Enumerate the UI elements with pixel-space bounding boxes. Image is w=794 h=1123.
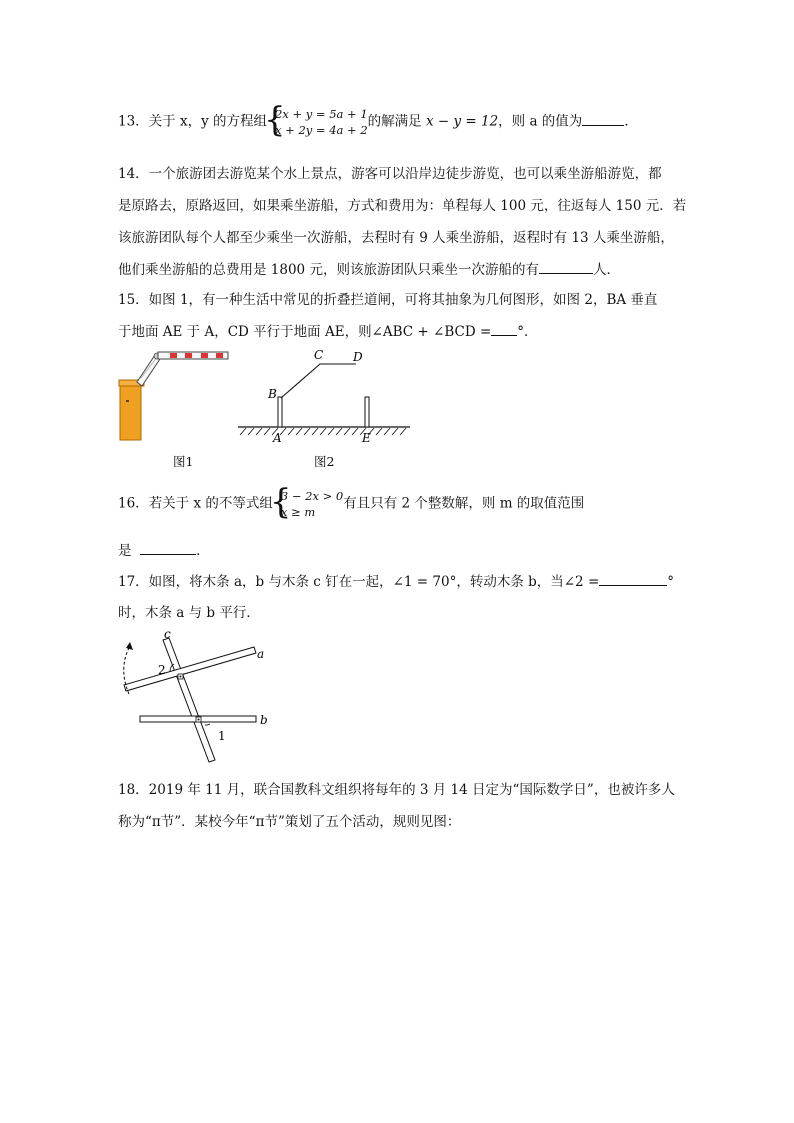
- q15-line-2-end: °．: [517, 324, 538, 340]
- q16-inequality-system: [273, 488, 343, 520]
- q18-line-2: 称为“π节”．某校今年“π节”策划了五个活动，规则见图：: [118, 814, 461, 830]
- q17-label-b: b: [260, 713, 268, 727]
- q16-pre: 若关于 x 的不等式组: [148, 495, 273, 512]
- q13-eq2: x + 2y = 4a + 2: [275, 123, 368, 137]
- q13-mid: 的解满足: [367, 113, 422, 130]
- q13-number: 13．: [118, 113, 149, 130]
- q14-line-4: [118, 258, 620, 278]
- q17-line-2: 时，木条 a 与 b 平行．: [118, 605, 260, 621]
- q16-ineq1: 3 − 2x > 0: [280, 489, 344, 503]
- q13-condition: x − y = 12: [425, 113, 499, 130]
- q15-point-D: D: [353, 350, 363, 364]
- q13-eq1: 2x + y = 5a + 1: [275, 107, 368, 121]
- q16-answer-blank: [140, 540, 196, 555]
- q17-line-1-text: 17．如图，将木条 a，b 与木条 c 钉在一起，∠1 = 70°，转动木条 b，当∠2 =: [118, 574, 600, 590]
- q15-line-1: 15．如图 1，有一种生活中常见的折叠拦道闸，可将其抽象为几何图形，如图 2，BA 垂直: [118, 292, 658, 308]
- q15-point-E: E: [362, 431, 371, 444]
- q15-point-C: C: [314, 348, 324, 362]
- q14-answer-blank: [539, 259, 593, 274]
- q16-line-2-text: 是: [118, 543, 132, 559]
- q15-point-B: B: [268, 387, 277, 401]
- q16-line-2-end: ．: [196, 543, 210, 559]
- q17-label-c: c: [164, 628, 171, 641]
- q17-label-a: a: [257, 647, 265, 661]
- q16-ineq2: x ≥ m: [280, 505, 316, 519]
- q15-figure-2-diagram: [232, 344, 414, 444]
- q18-line-1: 18．2019 年 11 月，联合国教科文组织将每年的 3 月 14 日定为“国际数学日”，也被许多人: [118, 782, 675, 798]
- question-16: [118, 488, 584, 520]
- q17-answer-blank: [599, 571, 667, 586]
- q14-line-2: 是原路去，原路返回，如果乘坐游船，方式和费用为：单程每人 100 元，往返每人 150 元．若: [118, 198, 687, 214]
- q13-end: ．: [624, 113, 638, 130]
- q15-line-2: [118, 320, 538, 340]
- q14-line-1: 14．一个旅游团去游览某个水上景点，游客可以沿岸边徒步游览，也可以乘坐游船游览，都: [118, 166, 662, 182]
- q14-line-4-text: 他们乘坐游船的总费用是 1800 元，则该旅游团队只乘坐一次游船的有: [118, 262, 539, 278]
- q17-label-angle-1: 1: [218, 729, 226, 743]
- q13-pre: 关于 x，y 的方程组: [148, 113, 268, 130]
- q13-post: ，则 a 的值为: [498, 113, 583, 130]
- q14-line-4-end: 人．: [592, 262, 620, 278]
- q13-answer-blank: [582, 111, 624, 126]
- q17-figure-wooden-sticks: [112, 628, 282, 766]
- q15-figure-2-label: 图2: [314, 454, 335, 469]
- q17-line-1-end: °: [667, 574, 675, 590]
- q15-figure-1-barrier-gate: [115, 342, 230, 442]
- q15-figure-1-label: 图1: [173, 454, 194, 469]
- question-13: [118, 106, 638, 138]
- q15-point-A: A: [273, 431, 282, 444]
- q15-line-2-text: 于地面 AE 于 A，CD 平行于地面 AE，则∠ABC + ∠BCD =: [118, 324, 492, 340]
- q16-line-2: [118, 539, 210, 559]
- q16-post: 有且只有 2 个整数解，则 m 的取值范围: [343, 495, 585, 512]
- q13-equation-system: [267, 106, 368, 138]
- q15-answer-blank: [491, 321, 517, 336]
- q17-line-1: [118, 570, 674, 590]
- q17-label-angle-2: 2: [158, 663, 166, 677]
- q14-line-3: 该旅游团队每个人都至少乘坐一次游船，去程时有 9 人乘坐游船，返程时有 13 人乘坐游船，: [118, 230, 674, 246]
- q16-number: 16．: [118, 495, 149, 512]
